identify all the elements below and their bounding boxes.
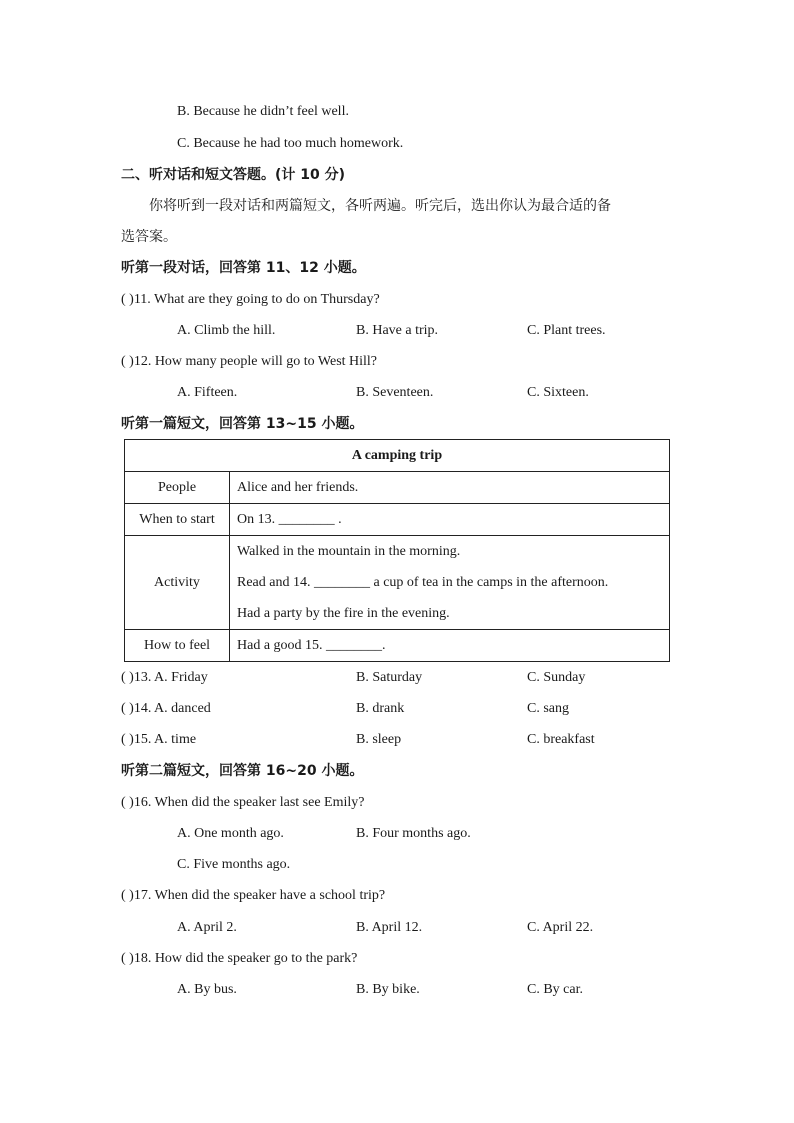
row-value-feel: Had a good 15. ________. <box>230 630 670 662</box>
instruction-line-1: 你将听到一段对话和两篇短文，各听两遍。听完后，选出你认为最合适的备 <box>149 198 611 214</box>
row-value-people: Alice and her friends. <box>230 472 670 504</box>
question-14: ( )14. A. danced <box>121 701 211 716</box>
table-row <box>125 536 670 630</box>
prev-option-c: C. Because he had too much homework. <box>177 136 404 151</box>
instruction-line-2: 选答案。 <box>121 229 177 245</box>
q17-option-b: B. April 12. <box>356 920 423 935</box>
question-11: ( )11. What are they going to do on Thursday? <box>121 292 380 307</box>
row-label-activity: Activity <box>125 536 230 630</box>
q16-option-c: C. Five months ago. <box>177 857 291 872</box>
row-label-people: People <box>125 472 230 504</box>
q17-option-a: A. April 2. <box>177 920 237 935</box>
activity-line-2: Read and 14. ________ a cup of tea in the camps in the afternoon. <box>237 575 609 590</box>
question-16: ( )16. When did the speaker last see Emily? <box>121 795 365 810</box>
prev-option-b: B. Because he didn’t feel well. <box>177 104 349 119</box>
row-value-activity <box>230 536 670 630</box>
part1-heading: 听第一段对话，回答第 11、12 小题。 <box>121 260 366 276</box>
question-12: ( )12. How many people will go to West Hill? <box>121 354 378 369</box>
q18-option-a: A. By bus. <box>177 982 237 997</box>
row-value-when: On 13. ________ . <box>230 504 670 536</box>
q13-option-c: C. Sunday <box>527 670 586 685</box>
table-row <box>125 630 670 662</box>
q17-option-c: C. April 22. <box>527 920 594 935</box>
q18-option-b: B. By bike. <box>356 982 420 997</box>
q12-option-b: B. Seventeen. <box>356 385 434 400</box>
row-label-feel: How to feel <box>125 630 230 662</box>
q13-option-b: B. Saturday <box>356 670 423 685</box>
activity-line-3: Had a party by the fire in the evening. <box>237 606 450 621</box>
q16-option-a: A. One month ago. <box>177 826 284 841</box>
part3-heading: 听第二篇短文，回答第 16~20 小题。 <box>121 763 364 779</box>
table-title: A camping trip <box>125 440 670 472</box>
section-title: 二、听对话和短文答题。(计 10 分) <box>121 167 346 183</box>
camping-trip-table <box>124 439 670 662</box>
question-18: ( )18. How did the speaker go to the park? <box>121 951 358 966</box>
q18-option-c: C. By car. <box>527 982 583 997</box>
question-15: ( )15. A. time <box>121 732 197 747</box>
q14-option-b: B. drank <box>356 701 405 716</box>
question-13: ( )13. A. Friday <box>121 670 208 685</box>
q16-option-b: B. Four months ago. <box>356 826 471 841</box>
q12-option-c: C. Sixteen. <box>527 385 589 400</box>
part2-heading: 听第一篇短文，回答第 13~15 小题。 <box>121 416 364 432</box>
q14-option-c: C. sang <box>527 701 569 716</box>
q15-option-b: B. sleep <box>356 732 402 747</box>
q11-option-a: A. Climb the hill. <box>177 323 276 338</box>
table-row <box>125 472 670 504</box>
q11-option-c: C. Plant trees. <box>527 323 606 338</box>
question-17: ( )17. When did the speaker have a school trip? <box>121 888 386 903</box>
row-label-when: When to start <box>125 504 230 536</box>
q11-option-b: B. Have a trip. <box>356 323 439 338</box>
activity-line-1: Walked in the mountain in the morning. <box>237 544 461 559</box>
q15-option-c: C. breakfast <box>527 732 595 747</box>
table-row <box>125 504 670 536</box>
q12-option-a: A. Fifteen. <box>177 385 238 400</box>
